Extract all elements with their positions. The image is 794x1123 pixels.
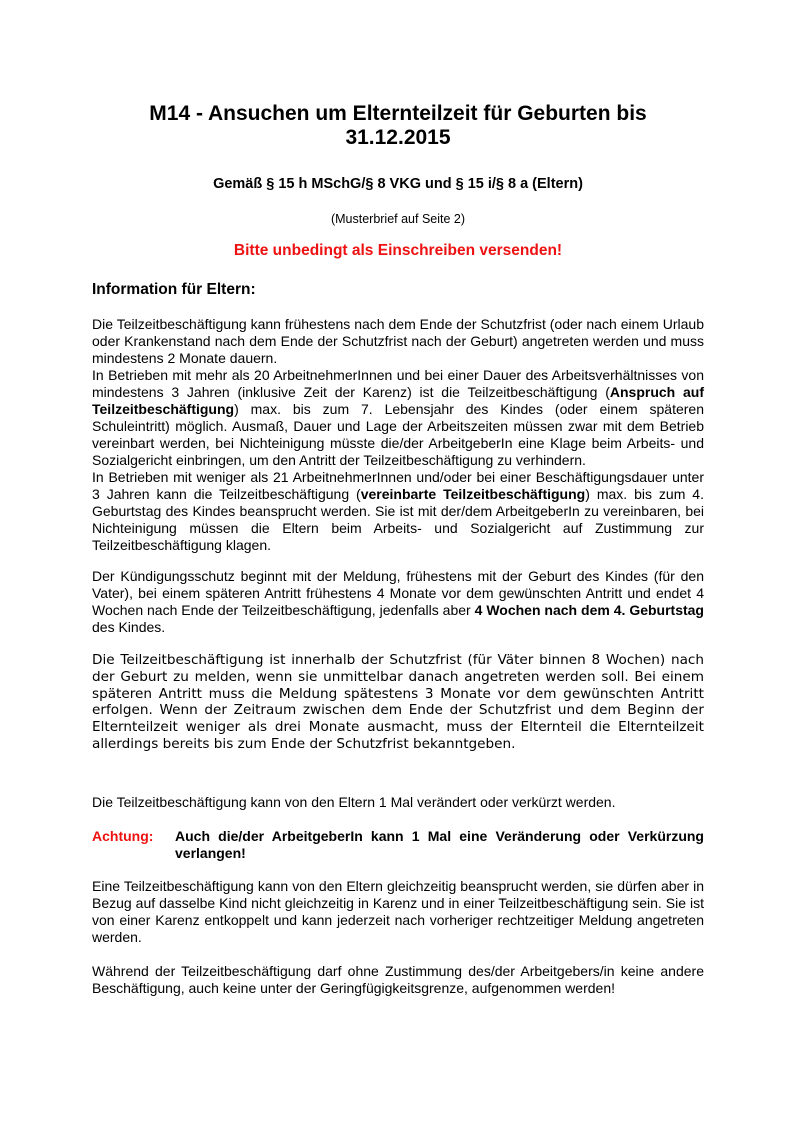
dismissal-bold: 4 Wochen nach dem 4. Geburtstag bbox=[474, 602, 704, 618]
section-heading: Information für Eltern: bbox=[92, 281, 256, 298]
attention-text: Auch die/der ArbeitgeberIn kann 1 Mal eine Veränderung oder Verkürzung verlangen! bbox=[175, 828, 704, 861]
paragraph-claim-text-a: In Betrieben mit mehr als 20 ArbeitnehmerInnen und bei einer Dauer des Arbeitsverhältnisses von mindestens 3 Jahren (inklusive Zeit der Karenz) ist die Teilzeitbeschäftigung ( bbox=[92, 367, 704, 400]
paragraph-start-conditions: Die Teilzeitbeschäftigung kann frühestens nach dem Ende der Schutzfrist (oder nach einem Urlaub oder Krankenstand nach dem Ende der Schutzfrist nach der Geburt) angetreten werden und muss mindestens 2 Monate dauern. bbox=[92, 316, 704, 366]
attention-label: Achtung: bbox=[92, 828, 154, 844]
legal-basis-subtitle: Gemäß § 15 h MSchG/§ 8 VKG und § 15 i/§ 8 a (Eltern) bbox=[213, 176, 583, 192]
document-title bbox=[92, 102, 704, 150]
dismissal-text-a: Der Kündigungsschutz beginnt mit der Meldung, frühestens mit der Geburt des Kindes (für den Vater), bei einem späteren Antritt frühestens 4 Monate vor dem gewünschten Antritt und endet 4 Wochen nach Ende der Teilzeitbeschäftigung, jedenfalls aber bbox=[92, 568, 704, 618]
paragraph-other-employment: Während der Teilzeitbeschäftigung darf ohne Zustimmung des/der Arbeitgebers/in keine andere Beschäftigung, auch keine unter der Geringfügigkeitsgrenze, aufgenommen werden! bbox=[92, 963, 704, 996]
paragraph-agreed-text-a: In Betrieben mit weniger als 21 ArbeitnehmerInnen und/oder bei einer Beschäftigungsdauer unter 3 Jahren kann die Teilzeitbeschäftigung ( bbox=[92, 469, 704, 502]
paragraph-agreed-text-b: ) max. bis zum 4. Geburtstag des Kindes beansprucht werden. Sie ist mit der/dem ArbeitgeberIn zu vereinbaren, bei Nichteinigung müssen die Eltern beim Arbeits- und Sozialgericht auf Zustimmung zur Teilzeitbeschäftigung klagen. bbox=[92, 486, 704, 553]
paragraph-dismissal-protection bbox=[92, 568, 704, 636]
paragraph-change-once: Die Teilzeitbeschäftigung kann von den Eltern 1 Mal verändert oder verkürzt werden. bbox=[92, 794, 616, 810]
paragraph-claim-bold: Anspruch auf Teilzeitbeschäftigung bbox=[92, 384, 704, 417]
sample-letter-note: (Musterbrief auf Seite 2) bbox=[330, 212, 466, 226]
paragraph-claim-text-b: ) max. bis zum 7. Lebensjahr des Kindes (oder einem späteren Schuleintritt) möglich. Ausmaß, Dauer und Lage der Arbeitszeiten müssen zwar mit dem Betrieb vereinbart werden, bei Nichteinigung müsste die/der ArbeitgeberIn eine Klage beim Arbeits- und Sozialgericht einbringen, um den Antritt der Teilzeitbeschäftigung zu verhindern. bbox=[92, 401, 704, 468]
info-block-1 bbox=[92, 316, 704, 554]
title-line-1: M14 - Ansuchen um Elternteilzeit für Geburten bis bbox=[149, 102, 647, 125]
paragraph-notification-deadline: Die Teilzeitbeschäftigung ist innerhalb der Schutzfrist (für Väter binnen 8 Wochen) nach der Geburt zu melden, wenn sie unmittelbar danach angetreten werden soll. Bei einem späteren Antritt muss die Meldung spätestens 3 Monate vor dem gewünschten Antritt erfolgen. Wenn der Zeitraum zwischen dem Ende der Schutzfrist und dem Beginn der Elternteilzeit weniger als drei Monate ausmacht, muss der Elternteil die Elternteilzeit allerdings bereits bis zum Ende der Schutzfrist bekanntgeben. bbox=[92, 652, 704, 752]
dismissal-text-b: des Kindes. bbox=[92, 619, 166, 635]
paragraph-simultaneous: Eine Teilzeitbeschäftigung kann von den Eltern gleichzeitig beansprucht werden, sie dürfen aber in Bezug auf dasselbe Kind nicht gleichzeitig in Karenz und in einer Teilzeitbeschäftigung sein. Sie ist von einer Karenz entkoppelt und kann jederzeit nach vorheriger rechtzeitiger Meldung angetreten werden. bbox=[92, 878, 704, 945]
registered-mail-warning: Bitte unbedingt als Einschreiben versenden! bbox=[233, 242, 563, 259]
paragraph-agreed-bold: vereinbarte Teilzeitbeschäftigung bbox=[360, 486, 586, 502]
title-line-2: 31.12.2015 bbox=[345, 126, 451, 149]
